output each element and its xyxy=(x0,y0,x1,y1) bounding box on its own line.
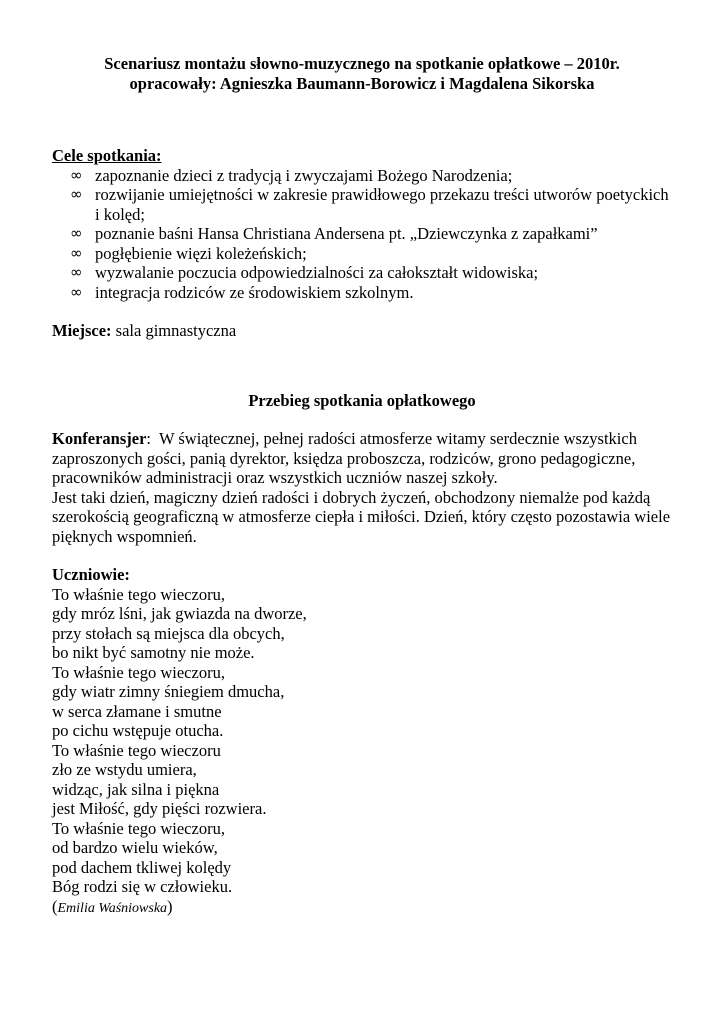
place-value: sala gimnastyczna xyxy=(115,321,237,340)
poem-author-line: (Emilia Waśniowska) xyxy=(52,896,173,916)
poem-line: zło ze wstydu umiera, xyxy=(52,760,197,779)
host-section xyxy=(52,429,672,546)
host-label: Konferansjer xyxy=(52,429,147,448)
title-line-1: Scenariusz montażu słowno-muzycznego na spotkanie opłatkowe – 2010r. xyxy=(104,54,620,73)
document-title xyxy=(52,54,672,93)
poem-line: To właśnie tego wieczoru, xyxy=(52,662,225,682)
host-paragraph-1: Konferansjer: W świątecznej, pełnej radości atmosferze witamy serdecznie wszystkich zaproszonych gości, panią dyrektor, księdza proboszcza, rodziców, grono pedagogiczne, pracowników administracji oraz wszystkich uczniów naszej szkoły. xyxy=(52,429,637,487)
goal-item: ∞ wyzwalanie poczucia odpowiedzialności za całokształt widowiska; xyxy=(70,263,539,282)
infinity-bullet-icon: ∞ xyxy=(70,165,83,184)
poem-line: To właśnie tego wieczoru, xyxy=(52,818,225,838)
poem-line: od bardzo wielu wieków, xyxy=(52,838,218,857)
poem-line: Bóg rodzi się w człowieku. xyxy=(52,877,233,896)
poem-line: jest Miłość, gdy pięści rozwiera. xyxy=(52,799,267,818)
students-section xyxy=(52,565,672,918)
goals-heading: Cele spotkania: xyxy=(52,146,162,165)
poem-line: To właśnie tego wieczoru, xyxy=(52,584,225,604)
place-line xyxy=(52,321,672,341)
poem-line: po cichu wstępuje otucha. xyxy=(52,721,224,740)
title-line-2: opracowały: Agnieszka Baumann-Borowicz i Magdalena Sikorska xyxy=(129,73,595,93)
place-label: Miejsce: xyxy=(52,321,112,340)
poem-line: To właśnie tego wieczoru xyxy=(52,740,221,760)
students-label: Uczniowie: xyxy=(52,565,130,584)
goals-list xyxy=(52,166,672,303)
goals-section xyxy=(52,146,672,302)
infinity-bullet-icon: ∞ xyxy=(70,243,83,262)
goal-item: ∞ poznanie baśni Hansa Christiana Andersena pt. „Dziewczynka z zapałkami” xyxy=(70,224,598,243)
infinity-bullet-icon: ∞ xyxy=(70,263,83,281)
host-text-2: Jest taki dzień, magiczny dzień radości i dobrych życzeń, obchodzony niemalże pod każdą szerokością geograficzną w atmosferze ciepła i miłości. Dzień, który często pozostawia wiele pięknych wspomnień. xyxy=(52,487,671,546)
goal-item: ∞ zapoznanie dzieci z tradycją i zwyczajami Bożego Narodzenia; xyxy=(70,165,513,185)
poem-line: gdy mróz lśni, jak gwiazda na dworze, xyxy=(52,604,307,623)
document-page xyxy=(52,54,672,918)
poem-line: gdy wiatr zimny śniegiem dmucha, xyxy=(52,682,285,701)
poem-line: widząc, jak silna i piękna xyxy=(52,779,220,799)
infinity-bullet-icon: ∞ xyxy=(70,185,83,203)
goal-item: ∞ rozwijanie umiejętności w zakresie prawidłowego przekazu treści utworów poetyckich i kolęd; xyxy=(70,185,669,224)
infinity-bullet-icon: ∞ xyxy=(70,224,83,242)
poem-line: bo nikt być samotny nie może. xyxy=(52,643,255,662)
program-title: Przebieg spotkania opłatkowego xyxy=(248,390,476,410)
goal-item: ∞ integracja rodziców ze środowiskiem szkolnym. xyxy=(70,282,414,302)
poem-author: Emilia Waśniowska xyxy=(57,900,168,916)
host-text-1: W świątecznej, pełnej radości atmosferze witamy serdecznie wszystkich zaproszonych gości, panią dyrektor, księdza proboszcza, rodziców, grono pedagogiczne, pracowników administracji oraz wszystkich uczniów naszej szkoły. xyxy=(52,429,637,487)
poem-line: przy stołach są miejsca dla obcych, xyxy=(52,623,285,643)
poem-line: pod dachem tkliwej kolędy xyxy=(52,857,232,877)
poem-line: w serca złamane i smutne xyxy=(52,701,222,721)
goal-item: ∞ pogłębienie więzi koleżeńskich; xyxy=(70,243,307,263)
infinity-bullet-icon: ∞ xyxy=(70,282,83,301)
